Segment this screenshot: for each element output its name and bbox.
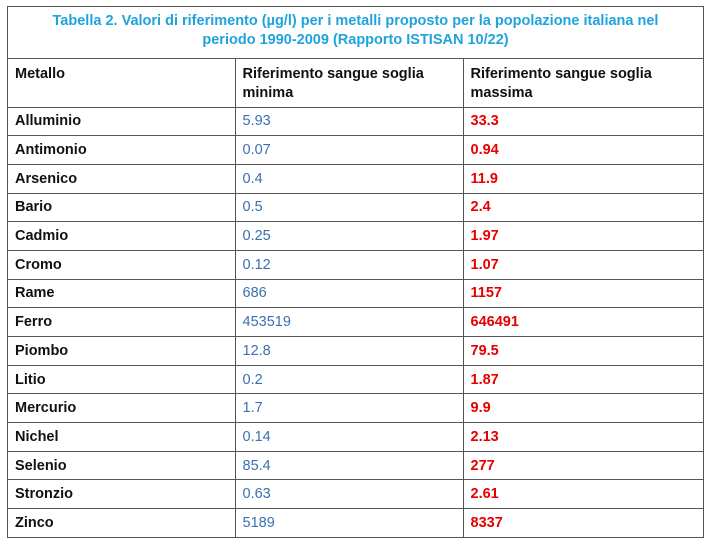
min-value: 686 xyxy=(235,279,463,308)
header-metal xyxy=(8,59,235,107)
max-value: 33.3 xyxy=(463,107,703,136)
metal-name: Nichel xyxy=(8,423,235,452)
metal-name: Ferro xyxy=(8,308,235,337)
min-value: 5189 xyxy=(235,509,463,538)
table-header-row xyxy=(8,59,703,107)
metal-name: Antimonio xyxy=(8,136,235,165)
max-value: 2.61 xyxy=(463,480,703,509)
min-value: 453519 xyxy=(235,308,463,337)
metal-name: Arsenico xyxy=(8,164,235,193)
max-value: 646491 xyxy=(463,308,703,337)
metal-name: Mercurio xyxy=(8,394,235,423)
max-value: 2.13 xyxy=(463,423,703,452)
max-value: 1.97 xyxy=(463,222,703,251)
min-value: 1.7 xyxy=(235,394,463,423)
max-value: 0.94 xyxy=(463,136,703,165)
max-value: 1.87 xyxy=(463,365,703,394)
max-value: 2.4 xyxy=(463,193,703,222)
metal-name: Alluminio xyxy=(8,107,235,136)
header-min xyxy=(235,59,463,107)
header-max-line-1: Riferimento sangue soglia xyxy=(470,66,652,82)
min-value: 0.63 xyxy=(235,480,463,509)
header-metal-label: Metallo xyxy=(15,66,65,82)
min-value: 5.93 xyxy=(235,107,463,136)
metal-name: Zinco xyxy=(8,509,235,538)
table-row xyxy=(8,136,703,165)
table-body xyxy=(8,107,703,537)
max-value: 9.9 xyxy=(463,394,703,423)
max-value: 11.9 xyxy=(463,164,703,193)
metal-name: Piombo xyxy=(8,337,235,366)
min-value: 0.5 xyxy=(235,193,463,222)
table-row xyxy=(8,337,703,366)
min-value: 0.12 xyxy=(235,250,463,279)
caption-line-1: Tabella 2. Valori di riferimento (µg/l) per i metalli proposto per la popolazione italiana nel xyxy=(52,13,659,29)
table-row xyxy=(8,509,703,538)
min-value: 12.8 xyxy=(235,337,463,366)
table-row xyxy=(8,308,703,337)
max-value: 8337 xyxy=(463,509,703,538)
table-caption xyxy=(8,7,703,59)
metal-name: Rame xyxy=(8,279,235,308)
table-row xyxy=(8,107,703,136)
metal-name: Cromo xyxy=(8,250,235,279)
table-row xyxy=(8,279,703,308)
table-row xyxy=(8,250,703,279)
max-value: 79.5 xyxy=(463,337,703,366)
table-row xyxy=(8,480,703,509)
table-row xyxy=(8,423,703,452)
min-value: 0.14 xyxy=(235,423,463,452)
metal-name: Litio xyxy=(8,365,235,394)
table-row xyxy=(8,394,703,423)
max-value: 277 xyxy=(463,451,703,480)
table-row xyxy=(8,451,703,480)
max-value: 1.07 xyxy=(463,250,703,279)
metal-name: Selenio xyxy=(8,451,235,480)
metal-name: Cadmio xyxy=(8,222,235,251)
min-value: 0.4 xyxy=(235,164,463,193)
header-min-line-2: minima xyxy=(242,85,294,101)
min-value: 0.25 xyxy=(235,222,463,251)
header-max-line-2: massima xyxy=(470,85,533,101)
reference-table-frame xyxy=(7,6,704,538)
header-max xyxy=(463,59,703,107)
metals-reference-table xyxy=(8,59,703,537)
caption-line-2: periodo 1990-2009 (Rapporto ISTISAN 10/22) xyxy=(202,32,509,48)
table-row xyxy=(8,365,703,394)
min-value: 0.07 xyxy=(235,136,463,165)
table-row xyxy=(8,193,703,222)
metal-name: Stronzio xyxy=(8,480,235,509)
min-value: 85.4 xyxy=(235,451,463,480)
header-min-line-1: Riferimento sangue soglia xyxy=(242,66,424,82)
max-value: 1157 xyxy=(463,279,703,308)
min-value: 0.2 xyxy=(235,365,463,394)
metal-name: Bario xyxy=(8,193,235,222)
table-row xyxy=(8,222,703,251)
table-row xyxy=(8,164,703,193)
